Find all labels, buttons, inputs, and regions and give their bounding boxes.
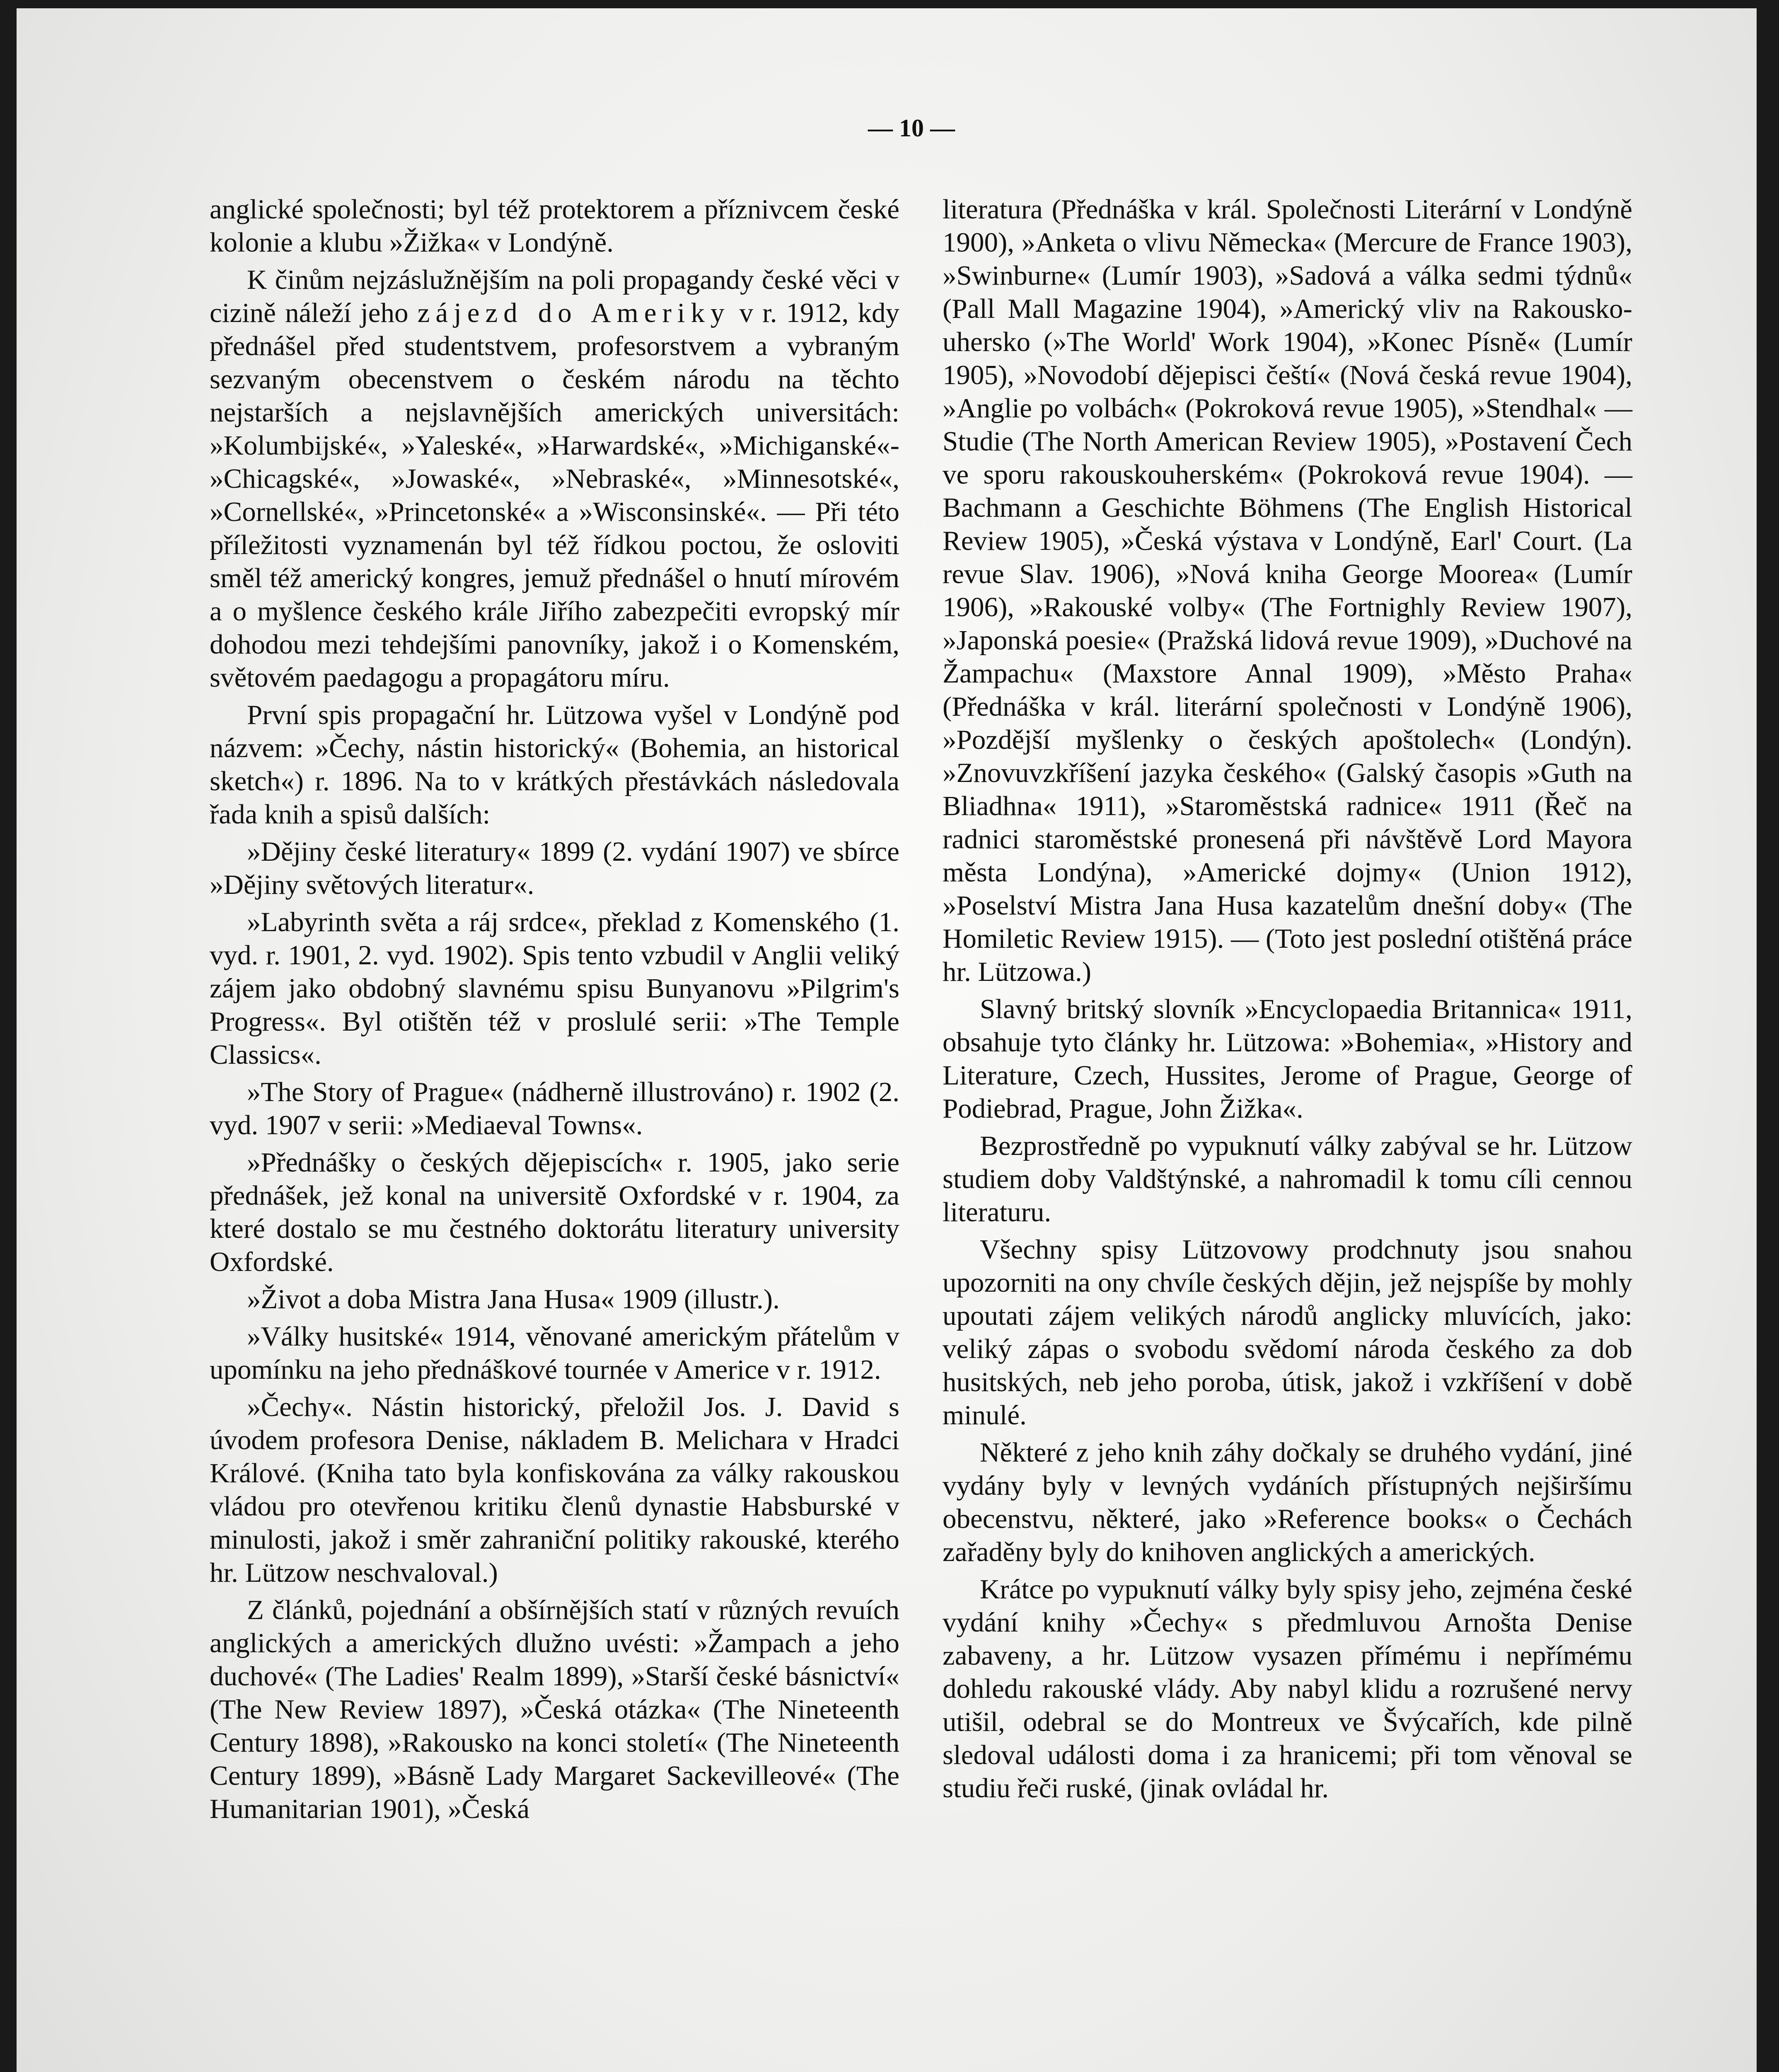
paragraph: Všechny spisy Lützovowy prodchnuty jsou snahou upozorniti na ony chvíle českých dějin, jež nejspíše by mohly upoutati zájem velikých národů anglicky mluvících, jako: veliký zápas o svobodu svědomí národa českého za dob husitských, neb jeho poroba, útisk, jakož i vzkříšení v době minulé.: [943, 1234, 1632, 1431]
page-number: — 10 —: [868, 114, 955, 142]
right-column: [943, 193, 1632, 1809]
paragraph: literatura (Přednáška v král. Společnosti Literární v Londýně 1900), »Anketa o vlivu Německa« (Mercure de France 1903), »Swinburne« (Lumír 1903), »Sadová a válka sedmi týdnů« (Pall Mall Magazine 1904), »Americký vliv na Rakousko-uhersko (»The World' Work 1904), »Konec Písně« (Lumír 1905), »Novodobí dějepisci čeští« (Nová česká revue 1904), »Anglie po volbách« (Pokroková revue 1905), »Stendhal« — Studie (The North American Review 1905), »Postavení Čech ve sporu rakouskouherském« (Pokroková revue 1904). — Bachmann a Geschichte Böhmens (The English Historical Review 1905), »Česká výstava v Londýně, Earl' Court. (La revue Slav. 1906), »Nová kniha George Moorea« (Lumír 1906), »Rakouské volby« (The Fortnighly Review 1907), »Japonská poesie« (Pražská lidová revue 1909), »Duchové na Žampachu« (Maxstore Annal 1909), »Město Praha« (Přednáška v král. literární společnosti v Londýně 1906), »Pozdější myšlenky o českých apoštolech« (Londýn). »Znovuvzkříšení jazyka českého« (Galský časopis »Guth na Bliadhna« 1911), »Staroměstská radnice« 1911 (Řeč na radnici staroměstské pronesená při návštěvě Lord Mayora města Londýna), »Americké dojmy« (Union 1912), »Poselství Mistra Jana Husa kazatelům dnešní doby« (The Homiletic Review 1915). — (Toto jest poslední otištěná práce hr. Lützowa.): [943, 194, 1632, 987]
emphasized-text: zájezd do Ameriky: [417, 298, 730, 328]
paragraph: »Dějiny české literatury« 1899 (2. vydání 1907) ve sbírce »Dějiny světových literatur«.: [210, 836, 899, 900]
paragraph: Bezprostředně po vypuknutí války zabýval se hr. Lützow studiem doby Valdštýnské, a nahromadil k tomu cíli cennou literaturu.: [943, 1130, 1632, 1227]
paragraph-text: v r. 1912, kdy přednášel před studentstvem, profesorstvem a vybraným sezvaným obecenstvem o českém národu na těchto nejstarších a nejslavnějších amerických universitách: »Kolumbijské«, »Yaleské«, »Harwardské«, »Michiganské«- »Chicagské«, »Jowaské«, »Nebraské«, »Minnesotské«, »Cornellské«, »Princetonské« a »Wisconsinské«. — Při této příležitosti vyznamenán byl též řídkou poctou, že osloviti směl též americký kongres, jemuž přednášel o hnutí mírovém a o myšlence českého krále Jiřího zabezpečiti evropský mír dohodou mezi tehdejšími panovníky, jakož i o Komenském, světovém paedagogu a propagátoru míru.: [210, 298, 899, 693]
paragraph: »The Story of Prague« (nádherně illustrováno) r. 1902 (2. vyd. 1907 v serii: »Mediaeval Towns«.: [210, 1077, 899, 1140]
paragraph: Z článků, pojednání a obšírnějších statí v různých revuích anglických a amerických dlužno uvésti: »Žampach a jeho duchové« (The Ladies' Realm 1899), »Starší české básnictví« (The New Review 1897), »Česká otázka« (The Nineteenth Century 1898), »Rakousko na konci století« (The Nineteenth Century 1899), »Básně Lady Margaret Sackevilleové« (The Humanitarian 1901), »Česká: [210, 1595, 899, 1824]
paragraph: »Labyrinth světa a ráj srdce«, překlad z Komenského (1. vyd. r. 1901, 2. vyd. 1902). Spis tento vzbudil v Anglii veliký zájem jako obdobný slavnému spisu Bunyanovu »Pilgrim's Progress«. Byl otištěn též v proslulé serii: »The Temple Classics«.: [210, 907, 899, 1070]
paragraph: Některé z jeho knih záhy dočkaly se druhého vydání, jiné vydány byly v levných vydáních přístupných nejširšímu obecenstvu, některé, jako »Reference books« o Čechách zařaděny byly do knihoven anglických a amerických.: [943, 1437, 1632, 1567]
paragraph: »Přednášky o českých dějepiscích« r. 1905, jako serie přednášek, jež konal na universitě Oxfordské v r. 1904, za které dostalo se mu čestného doktorátu literatury university Oxfordské.: [210, 1147, 899, 1277]
left-column: [210, 193, 899, 1830]
paragraph: Krátce po vypuknutí války byly spisy jeho, zejména české vydání knihy »Čechy« s předmluvou Arnošta Denise zabaveny, a hr. Lützow vysazen přímému i nepřímému dohledu rakouské vlády. Aby nabyl klidu a rozrušené nervy utišil, odebral se do Montreux ve Švýcařích, kde pilně sledoval události doma i za hranicemi; při tom věnoval se studiu řeči ruské, (jinak ovládal hr.: [943, 1574, 1632, 1803]
paragraph: [210, 263, 899, 694]
paragraph: Slavný britský slovník »Encyclopaedia Britannica« 1911, obsahuje tyto články hr. Lützowa: »Bohemia«, »History and Literature, Czech, Hussites, Jerome of Prague, George of Podiebrad, Prague, John Žižka«.: [943, 994, 1632, 1124]
paragraph: »Život a doba Mistra Jana Husa« 1909 (illustr.).: [247, 1284, 780, 1314]
document-page: [17, 8, 1757, 2072]
paragraph: První spis propagační hr. Lützowa vyšel v Londýně pod názvem: »Čechy, nástin historický« (Bohemia, an historical sketch«) r. 1896. Na to v krátkých přestávkách následovala řada knih a spisů dalších:: [210, 700, 899, 830]
paragraph-text: K činům nejzáslužnějším na poli propagandy české věci v cizině náleží jeho: [210, 264, 899, 328]
paragraph: anglické společnosti; byl též protektorem a příznivcem české kolonie a klubu »Žižka« v Londýně.: [210, 194, 899, 258]
paragraph: »Čechy«. Nástin historický, přeložil Jos. J. David s úvodem profesora Denise, nákladem B. Melichara v Hradci Králové. (Kniha tato byla konfiskována za války rakouskou vládou pro otevřenou kritiku členů dynastie Habsburské v minulosti, jakož i směr zahraniční politiky rakouské, kterého hr. Lützow neschvaloval.): [210, 1392, 899, 1588]
paragraph: »Války husitské« 1914, věnované americkým přátelům v upomínku na jeho přednáškové tournée v Americe v r. 1912.: [210, 1321, 899, 1385]
